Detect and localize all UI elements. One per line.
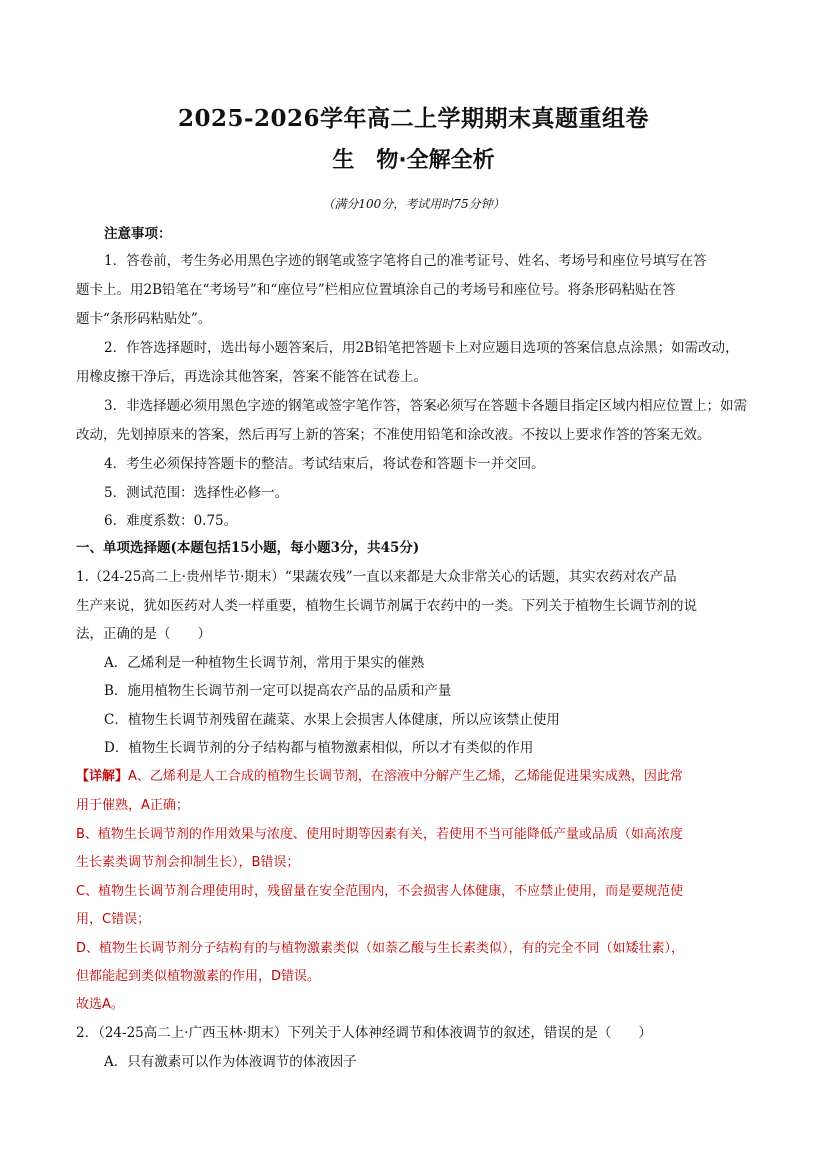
q1-detail-line	[76, 767, 683, 787]
q1-detail-line: D、植物生长调节剂分子结构有的与植物激素类似（如萘乙酸与生长素类似），有的完全不同（如矮壮素），	[76, 941, 685, 956]
notice-line: 题卡上。用2B铅笔在“考场号”和“座位号”栏相应位置填涂自己的考场号和座位号。将条形码粘贴在答	[76, 282, 676, 298]
q1-stem-line: 法，正确的是（ ）	[76, 626, 211, 642]
q1-option-b: B．施用植物生长调节剂一定可以提高农产品的品质和产量	[104, 683, 452, 699]
q1-detail-line: B、植物生长调节剂的作用效果与浓度、使用时期等因素有关，若使用不当可能降低产量或品质（如高浓度	[76, 827, 683, 842]
q1-detail-line: 但都能起到类似植物激素的作用，D错误。	[76, 969, 321, 984]
section-heading: 一、单项选择题(本题包括15小题，每小题3分，共45分)	[76, 540, 420, 556]
q1-stem-line: 1.（24-25高二上·贵州毕节·期末）“果蔬农残”一直以来都是大众非常关心的话题，其实农药对农产品	[76, 569, 677, 585]
q1-detail-text: A、乙烯利是人工合成的植物生长调节剂，在溶液中分解产生乙烯，乙烯能促进果实成熟，因此常	[128, 769, 683, 784]
q2-option-a: A．只有激素可以作为体液调节的体液因子	[104, 1054, 357, 1070]
exam-info: （满分100分，考试用时75分钟）	[322, 197, 505, 211]
page-title: 2025-2026学年高二上学期期末真题重组卷	[177, 105, 650, 132]
q1-detail-line: 生长素类调节剂会抑制生长），B错误；	[76, 855, 300, 870]
q1-option-a: A．乙烯利是一种植物生长调节剂，常用于果实的催熟	[104, 655, 425, 671]
notice-line: 题卡“条形码粘贴处”。	[76, 311, 212, 327]
notice-line: 用橡皮擦干净后，再选涂其他答案，答案不能答在试卷上。	[76, 369, 427, 385]
q1-option-d: D．植物生长调节剂的分子结构都与植物激素相似，所以才有类似的作用	[104, 740, 534, 756]
notice-line: 3．非选择题必须用黑色字迹的钢笔或签字笔作答，答案必须写在答题卡各题目指定区域内相应位置上；如需	[104, 398, 748, 414]
q1-option-c: C．植物生长调节剂残留在蔬菜、水果上会损害人体健康，所以应该禁止使用	[104, 712, 560, 728]
notice-line: 5．测试范围：选择性必修一。	[104, 485, 289, 501]
notice-line: 4．考生必须保持答题卡的整洁。考试结束后，将试卷和答题卡一并交回。	[104, 456, 545, 472]
q2-stem: 2．（24-25高二上·广西玉林·期末）下列关于人体神经调节和体液调节的叙述，错误的是（ ）	[76, 1025, 652, 1041]
notice-heading: 注意事项：	[104, 226, 172, 242]
q1-detail-line: 用，C错误；	[76, 912, 151, 927]
q1-stem-line: 生产来说，犹如医药对人类一样重要，植物生长调节剂属于农药中的一类。下列关于植物生长调节剂的说	[76, 598, 697, 614]
notice-line: 1．答卷前，考生务必用黑色字迹的钢笔或签字笔将自己的准考证号、姓名、考场号和座位号填写在答	[104, 253, 707, 269]
notice-line: 6．难度系数：0.75。	[104, 513, 238, 529]
q1-detail-line: C、植物生长调节剂合理使用时，残留量在安全范围内，不会损害人体健康，不应禁止使用，而是要规范使	[76, 884, 684, 899]
detail-tag: 【详解】	[76, 769, 129, 784]
notice-line: 改动，先划掉原来的答案，然后再写上新的答案；不准使用铅笔和涂改液。不按以上要求作答的答案无效。	[76, 427, 711, 443]
page-subtitle: 生 物·全解全析	[332, 148, 495, 173]
q1-detail-line: 用于催熟，A正确；	[76, 798, 189, 813]
notice-line: 2．作答选择题时，选出每小题答案后，用2B铅笔把答题卡上对应题目选项的答案信息点涂黑；如需改动，	[104, 340, 739, 356]
q1-answer: 故选A。	[76, 997, 124, 1012]
